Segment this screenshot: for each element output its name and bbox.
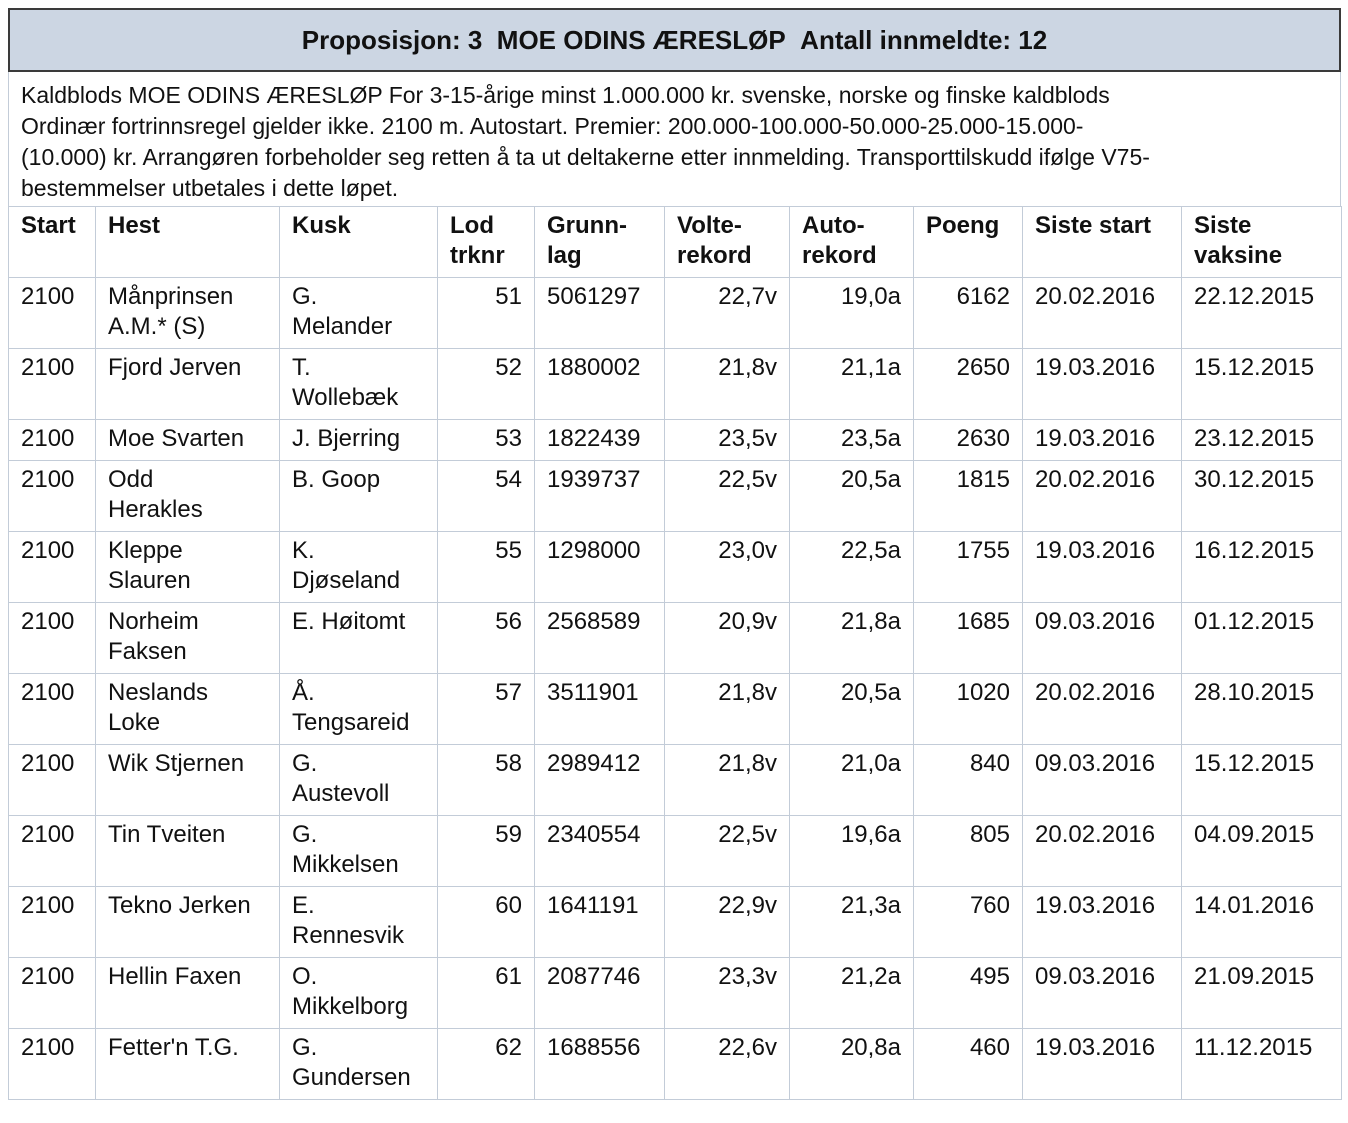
cell-start: 2100 [9,1029,96,1100]
cell-lod: 56 [438,603,535,674]
proposition-number: Proposisjon: 3 [301,24,483,55]
column-header-siste-start: Siste start [1023,207,1182,278]
cell-siste-vaksine: 22.12.2015 [1182,278,1342,349]
cell-lod: 62 [438,1029,535,1100]
cell-siste-start: 20.02.2016 [1023,278,1182,349]
cell-hest: Norheim Faksen [96,603,280,674]
cell-volterekord: 23,5v [665,420,790,461]
cell-siste-start: 09.03.2016 [1023,958,1182,1029]
cell-siste-vaksine: 14.01.2016 [1182,887,1342,958]
race-description [8,72,1341,206]
cell-autorekord: 21,8a [790,603,914,674]
cell-siste-vaksine: 30.12.2015 [1182,461,1342,532]
cell-poeng: 460 [914,1029,1023,1100]
cell-siste-vaksine: 21.09.2015 [1182,958,1342,1029]
cell-start: 2100 [9,958,96,1029]
cell-autorekord: 20,8a [790,1029,914,1100]
cell-start: 2100 [9,349,96,420]
table-row [9,461,1342,532]
cell-grunnlag: 5061297 [535,278,665,349]
table-row [9,532,1342,603]
cell-autorekord: 22,5a [790,532,914,603]
cell-autorekord: 19,6a [790,816,914,887]
cell-poeng: 6162 [914,278,1023,349]
cell-volterekord: 22,6v [665,1029,790,1100]
cell-siste-vaksine: 01.12.2015 [1182,603,1342,674]
cell-lod: 60 [438,887,535,958]
cell-lod: 52 [438,349,535,420]
cell-hest: Fetter'n T.G. [96,1029,280,1100]
cell-siste-vaksine: 28.10.2015 [1182,674,1342,745]
cell-kusk: E. Rennesvik [280,887,438,958]
cell-kusk: G. Gundersen [280,1029,438,1100]
cell-grunnlag: 1298000 [535,532,665,603]
cell-siste-start: 19.03.2016 [1023,420,1182,461]
cell-grunnlag: 2989412 [535,745,665,816]
cell-grunnlag: 3511901 [535,674,665,745]
cell-kusk: Å. Tengsareid [280,674,438,745]
cell-kusk: O. Mikkelborg [280,958,438,1029]
cell-start: 2100 [9,603,96,674]
cell-kusk: E. Høitomt [280,603,438,674]
entries-count: Antall innmeldte: 12 [800,24,1048,55]
cell-grunnlag: 1822439 [535,420,665,461]
cell-hest: Fjord Jerven [96,349,280,420]
description-line: Kaldblods MOE ODINS ÆRESLØP For 3-15-årige minst 1.000.000 kr. svenske, norske og finske kaldblods [21,82,1110,108]
cell-siste-vaksine: 23.12.2015 [1182,420,1342,461]
cell-kusk: K. Djøseland [280,532,438,603]
table-row [9,816,1342,887]
cell-lod: 55 [438,532,535,603]
cell-poeng: 805 [914,816,1023,887]
description-line: Ordinær fortrinnsregel gjelder ikke. 2100 m. Autostart. Premier: 200.000-100.000-50.000-25.000-15.000- [21,113,1084,139]
cell-kusk: G. Mikkelsen [280,816,438,887]
cell-grunnlag: 2340554 [535,816,665,887]
cell-volterekord: 21,8v [665,674,790,745]
cell-siste-start: 09.03.2016 [1023,603,1182,674]
cell-volterekord: 22,5v [665,816,790,887]
cell-poeng: 2650 [914,349,1023,420]
race-header [8,8,1341,72]
cell-volterekord: 22,5v [665,461,790,532]
cell-start: 2100 [9,674,96,745]
cell-grunnlag: 1688556 [535,1029,665,1100]
cell-grunnlag: 1641191 [535,887,665,958]
cell-hest: Tin Tveiten [96,816,280,887]
cell-autorekord: 20,5a [790,674,914,745]
cell-kusk: J. Bjerring [280,420,438,461]
table-row [9,958,1342,1029]
cell-autorekord: 23,5a [790,420,914,461]
cell-hest: Kleppe Slauren [96,532,280,603]
cell-grunnlag: 2087746 [535,958,665,1029]
column-header-start: Start [9,207,96,278]
cell-hest: Neslands Loke [96,674,280,745]
cell-start: 2100 [9,887,96,958]
cell-autorekord: 21,0a [790,745,914,816]
cell-lod: 54 [438,461,535,532]
cell-siste-vaksine: 16.12.2015 [1182,532,1342,603]
cell-siste-vaksine: 15.12.2015 [1182,349,1342,420]
cell-start: 2100 [9,816,96,887]
description-line: bestemmelser utbetales i dette løpet. [21,175,399,201]
cell-volterekord: 23,3v [665,958,790,1029]
cell-start: 2100 [9,532,96,603]
column-header-hest: Hest [96,207,280,278]
table-row [9,745,1342,816]
cell-siste-start: 19.03.2016 [1023,1029,1182,1100]
table-row [9,420,1342,461]
cell-lod: 57 [438,674,535,745]
cell-autorekord: 21,3a [790,887,914,958]
cell-lod: 61 [438,958,535,1029]
cell-volterekord: 22,7v [665,278,790,349]
table-row [9,1029,1342,1100]
cell-volterekord: 20,9v [665,603,790,674]
cell-kusk: G. Melander [280,278,438,349]
cell-start: 2100 [9,278,96,349]
cell-siste-vaksine: 04.09.2015 [1182,816,1342,887]
cell-volterekord: 21,8v [665,349,790,420]
column-header-volterekord: Volte- rekord [665,207,790,278]
cell-lod: 53 [438,420,535,461]
column-header-grunnlag: Grunn- lag [535,207,665,278]
cell-start: 2100 [9,461,96,532]
cell-start: 2100 [9,745,96,816]
cell-autorekord: 21,1a [790,349,914,420]
cell-kusk: G. Austevoll [280,745,438,816]
cell-siste-start: 20.02.2016 [1023,674,1182,745]
cell-autorekord: 21,2a [790,958,914,1029]
cell-hest: Odd Herakles [96,461,280,532]
table-header-row [9,207,1342,278]
cell-volterekord: 22,9v [665,887,790,958]
cell-siste-start: 09.03.2016 [1023,745,1182,816]
cell-grunnlag: 2568589 [535,603,665,674]
cell-hest: Hellin Faxen [96,958,280,1029]
cell-poeng: 495 [914,958,1023,1029]
cell-volterekord: 23,0v [665,532,790,603]
column-header-poeng: Poeng [914,207,1023,278]
cell-poeng: 1685 [914,603,1023,674]
cell-siste-vaksine: 15.12.2015 [1182,745,1342,816]
cell-autorekord: 19,0a [790,278,914,349]
cell-kusk: T. Wollebæk [280,349,438,420]
table-row [9,887,1342,958]
cell-siste-start: 20.02.2016 [1023,461,1182,532]
table-row [9,603,1342,674]
cell-poeng: 1755 [914,532,1023,603]
cell-siste-start: 19.03.2016 [1023,887,1182,958]
cell-siste-vaksine: 11.12.2015 [1182,1029,1342,1100]
cell-kusk: B. Goop [280,461,438,532]
cell-siste-start: 19.03.2016 [1023,349,1182,420]
cell-lod: 51 [438,278,535,349]
column-header-autorekord: Auto- rekord [790,207,914,278]
race-name: MOE ODINS ÆRESLØP [496,24,786,55]
cell-autorekord: 20,5a [790,461,914,532]
cell-lod: 58 [438,745,535,816]
cell-hest: Tekno Jerken [96,887,280,958]
table-row [9,674,1342,745]
table-row [9,349,1342,420]
entries-table [8,206,1342,1100]
cell-hest: Månprinsen A.M.* (S) [96,278,280,349]
description-line: (10.000) kr. Arrangøren forbeholder seg retten å ta ut deltakerne etter innmelding. Transporttilskudd ifølge V75- [21,144,1150,170]
cell-siste-start: 19.03.2016 [1023,532,1182,603]
column-header-siste-vaksine: Siste vaksine [1182,207,1342,278]
cell-lod: 59 [438,816,535,887]
column-header-kusk: Kusk [280,207,438,278]
table-row [9,278,1342,349]
cell-hest: Wik Stjernen [96,745,280,816]
cell-hest: Moe Svarten [96,420,280,461]
cell-grunnlag: 1880002 [535,349,665,420]
cell-grunnlag: 1939737 [535,461,665,532]
cell-siste-start: 20.02.2016 [1023,816,1182,887]
race-proposition [8,8,1341,1100]
cell-start: 2100 [9,420,96,461]
column-header-lod: Lod trknr [438,207,535,278]
cell-poeng: 1020 [914,674,1023,745]
cell-poeng: 1815 [914,461,1023,532]
cell-poeng: 760 [914,887,1023,958]
cell-poeng: 840 [914,745,1023,816]
cell-volterekord: 21,8v [665,745,790,816]
cell-poeng: 2630 [914,420,1023,461]
